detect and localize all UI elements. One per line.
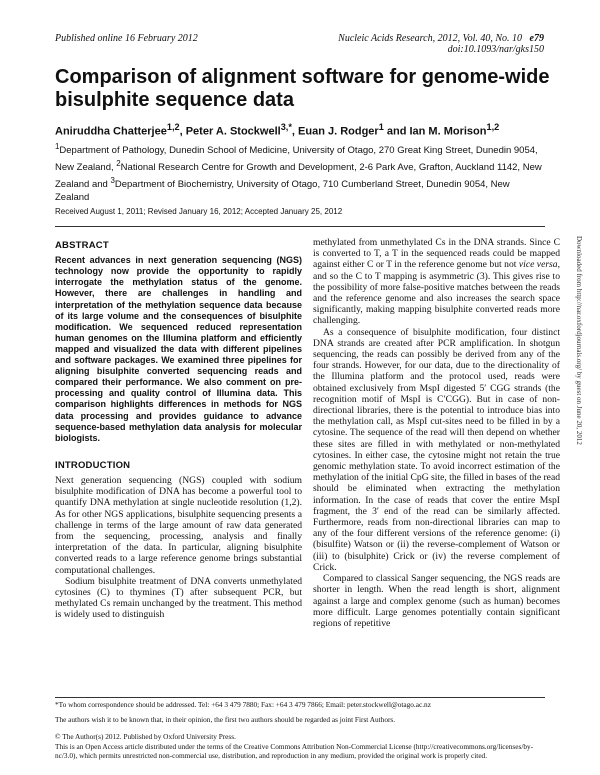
body-paragraph: Compared to classical Sanger sequencing, the NGS reads are shorter in length. When the read length is short, alignment against a large and complex genome (such as human) becomes more difficult. Large genomes potentially contain significant regions of repetitive [313,573,560,629]
journal-citation: Nucleic Acids Research, 2012, Vol. 40, No. 10 [338,33,523,44]
published-date: Published online 16 February 2012 [55,33,198,44]
abstract-text: Recent advances in next generation sequencing (NGS) technology now provide the opportunity to rapidly interrogate the methylation status of the genome. However, there are challenges in handling and interpretation of the methylation sequence data because of its large volume and the consequences of bisulphite modification. We sequenced reduced representation human genomes on the Illumina platform and efficiently mapped and visualized the data with different pipelines and software packages. We examined three pipelines for aligning bisulphite converted sequencing reads and compared their performance. We also comment on pre-processing and quality control of Illumina data. This comparison highlights differences in methods for NGS data processing and provides guidance to advance sequence-based methylation data analysis for molecular biologists. [55,255,302,443]
author-affil-sup: 3,* [280,122,292,132]
intro-paragraph: Sodium bisulphite treatment of DNA converts unmethylated cytosines (C) to thymines (T) after subsequent PCR, but methylated Cs remain unchanged by the treatment. This method is widely used to distinguish [55,575,302,621]
footnote-divider [55,697,545,698]
author-name: Aniruddha Chatterjee [55,125,167,138]
introduction-heading: INTRODUCTION [55,459,131,471]
article-id: e79 [529,33,544,44]
license-text: This is an Open Access article distributed under the terms of the Creative Commons Attribution Non-Commercial License (http://creativecommons.org/licenses/by-nc/3.0), which permits unrestricted non-commercial use, distribution, and reproduction in any medium, provided the original work is properly cited. [55,741,534,760]
body-paragraph: As a consequence of bisulphite modification, four distinct DNA strands are created after PCR amplification. In shotgun sequencing, the reads can possibly be derived from any of the four strands. However, for our data, due to the directionality of the Illumina platform and the protocol used, reads were obtained exclusively from MspI digested 5′ CGG strands (the recognition motif of MspI is C′CGG). But in case of non-directional libraries, there is the potential to introduce bias into the methylation call, as MspI cut-sites need to be filled in by a cytosine. The sequence of the read will then depend on whether these sites are filled in with methylated or non-methylated cytosines. In either case, the cytosine might not retain the true genomic methylation state. To avoid incorrect estimation of the methylation of the initial CpG site, the filled in bases of the read should be eliminated when extracting the methylation information. In the case of reads that cover the entire MspI fragment, the 3′ end of the read can be similarly affected. Furthermore, reads from non-directional libraries can map to any of the four different versions of the reference genome: (i) (bisulfite) Watson or (ii) the reverse-complement of Watson or (iii) to (bisulphite) Crick or (iv) the reverse complement of Crick. [313,326,560,573]
abstract-heading: ABSTRACT [55,240,109,251]
author-affil-sup: 1 [378,122,384,132]
author-list: Aniruddha Chatterjee$^{1,2}$, Peter A. Stockwell$^{3,*}$, Euan J. Rodger$^1$ and Ian M. Morison$^{1,2}$ [55,122,500,138]
intro-paragraph: Next generation sequencing (NGS) coupled with sodium bisulphite modification of DNA has become a powerful tool to quantify DNA methylation at single nucleotide resolution (1,2). As for other NGS applications, bisulphite sequencing presents a challenge in terms of the large amount of raw data generated from the sequencing, processing, analysis and finally interpretation of the data. In particular, aligning bisulphite converted reads to a large reference genome brings substantial computational challenges. [55,475,302,576]
author-affil-sup: 1,2 [166,122,180,132]
author-name: Euan J. Rodger [298,125,379,138]
journal-header [338,33,544,55]
author-affil-sup: 1,2 [486,122,500,132]
doi[interactable]: doi:10.1093/nar/gks150 [447,44,544,55]
right-column [313,237,560,629]
header-divider [55,226,545,227]
author-name: Peter A. Stockwell [185,125,281,138]
received-dates: Received August 1, 2011; Revised January 16, 2012; Accepted January 25, 2012 [55,207,343,216]
affiliations: $^1$Department of Pathology, Dunedin School of Medicine, University of Otago, 270 Great King Street, Dunedin 9054, New Zealand, $^2$National Research Centre for Growth and Development, 2-6 Park Ave, Grafton, Auckland 1142, New Zealand and $^3$Department of Biochemistry, University of Otago, 710 Cumberland Street, Dunedin 9054, New Zealand [55,142,542,204]
joint-author-footnote: The authors wish it to be known that, in their opinion, the first two authors should be regarded as joint First Authors. [55,715,396,724]
left-column [55,240,302,621]
author-name: Ian M. Morison [409,125,487,138]
copyright-line: © The Author(s) 2012. Published by Oxford University Press. [55,732,236,741]
corresponding-footnote: *To whom correspondence should be addressed. Tel: +64 3 479 7880; Fax: +64 3 479 7866; Email: peter.stockwell@otago.ac.nz [55,700,431,709]
copyright-footnote [55,732,550,761]
body-paragraph: methylated from unmethylated Cs in the DNA strands. Since C is converted to T, a T in the sequenced reads could be mapped against either C or T in the reference genome but not vice versa, and so the C to T mapping is asymmetric (3). This gives rise to the possibility of more false-positive matches between the reads and the reference genome and also increases the search space significantly, making mapping bisulphite converted reads more challenging. [313,237,560,327]
download-note[interactable]: Downloaded from http://nar.oxfordjournals.org/ by guest on June 20, 2012 [575,236,583,445]
paper-title: Comparison of alignment software for genome-wide bisulphite sequence data [55,66,550,111]
download-watermark [573,238,585,518]
